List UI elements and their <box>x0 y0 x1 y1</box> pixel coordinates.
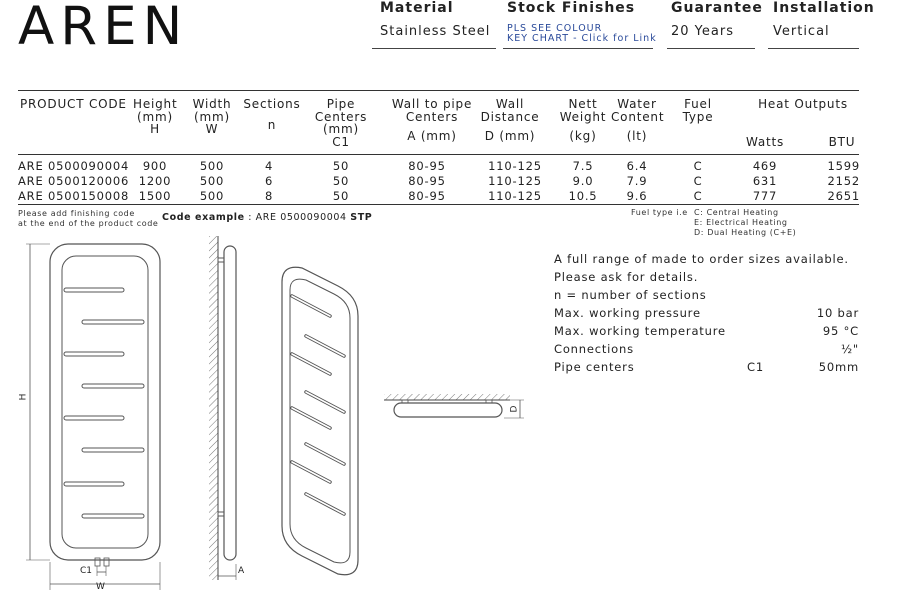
col-header-width: Width (mm) W <box>192 97 232 136</box>
dim-label-d: D <box>509 405 520 413</box>
installation-value: Vertical <box>773 24 830 39</box>
col-header-fuel: Fuel Type <box>682 97 714 124</box>
fuel-type-label: Fuel type i.e <box>631 208 688 217</box>
spec-pipe-label: Pipe centers <box>554 360 635 374</box>
finish-code-note-1: Please add finishing code <box>18 209 135 218</box>
brand-logo: AREN <box>18 0 189 57</box>
dim-label-a: A <box>238 566 245 576</box>
front-bars <box>64 288 144 518</box>
guarantee-label: Guarantee <box>671 0 763 16</box>
guarantee-rule <box>667 48 755 49</box>
col-header-watts: Watts <box>745 135 785 149</box>
col-header-wall-pipe: Wall to pipe Centers A (mm) <box>391 97 473 143</box>
fuel-type-e: E: Electrical Heating <box>694 218 788 227</box>
material-label: Material <box>380 0 454 16</box>
front-view <box>26 244 160 590</box>
iso-view <box>282 267 358 574</box>
spec-pipe-value: 50mm <box>818 360 859 374</box>
finish-code-note-2: at the end of the product code <box>18 219 159 228</box>
spec-pressure-value: 10 bar <box>816 306 859 320</box>
note-sections: n = number of sections <box>554 288 707 302</box>
spec-connections-value: ½" <box>840 342 859 356</box>
dim-label-w: W <box>96 582 105 592</box>
table-top-rule <box>18 90 859 91</box>
col-header-wall-distance: Wall Distance D (mm) <box>480 97 540 143</box>
colour-chart-link-line2[interactable]: KEY CHART - Click for Link <box>507 33 657 44</box>
installation-label: Installation <box>773 0 875 16</box>
col-header-water: Water Content (lt) <box>611 97 665 143</box>
spec-connections-label: Connections <box>554 342 634 356</box>
col-header-sections: Sections n <box>243 97 301 132</box>
top-view <box>384 394 524 418</box>
finishes-rule <box>503 48 653 49</box>
table-row: ARE 0500120006 1200 500 6 50 80-95 110-125 9.0 7.9 C 631 2152 <box>18 174 860 188</box>
guarantee-value: 20 Years <box>671 24 734 39</box>
col-header-heat: Heat Outputs <box>758 97 848 111</box>
dim-label-h: H <box>18 393 29 401</box>
material-rule <box>372 48 496 49</box>
spec-temperature-label: Max. working temperature <box>554 324 726 338</box>
table-body <box>0 159 900 203</box>
col-header-code: PRODUCT CODE <box>20 97 127 111</box>
fuel-type-c: C: Central Heating <box>694 208 779 217</box>
col-header-pipe: Pipe Centers (mm) C1 <box>314 97 368 149</box>
dim-label-c1: C1 <box>80 566 93 576</box>
spec-pressure-label: Max. working pressure <box>554 306 701 320</box>
col-header-btu: BTU <box>828 135 856 149</box>
note-range: A full range of made to order sizes available. <box>554 252 849 266</box>
table-bottom-rule <box>18 204 859 205</box>
table-row: ARE 0500090004 900 500 4 50 80-95 110-125 7.5 6.4 C 469 1599 <box>18 159 860 173</box>
technical-drawings <box>0 230 545 601</box>
col-header-weight: Nett Weight (kg) <box>559 97 607 143</box>
installation-rule <box>768 48 859 49</box>
note-ask: Please ask for details. <box>554 270 699 284</box>
spec-pipe-mid: C1 <box>747 360 764 374</box>
fuel-type-d: D: Dual Heating (C+E) <box>694 228 797 237</box>
spec-temperature-value: 95 °C <box>822 324 859 338</box>
finishes-label: Stock Finishes <box>507 0 636 16</box>
col-header-height: Height (mm) H <box>133 97 178 136</box>
side-view <box>209 236 236 580</box>
code-example: Code example : ARE 0500090004 STP <box>162 212 373 223</box>
material-value: Stainless Steel <box>380 24 491 39</box>
colour-chart-link-line1[interactable]: PLS SEE COLOUR <box>507 23 603 34</box>
table-header-rule <box>18 154 859 155</box>
table-row: ARE 0500150008 1500 500 8 50 80-95 110-125 10.5 9.6 C 777 2651 <box>18 189 860 203</box>
